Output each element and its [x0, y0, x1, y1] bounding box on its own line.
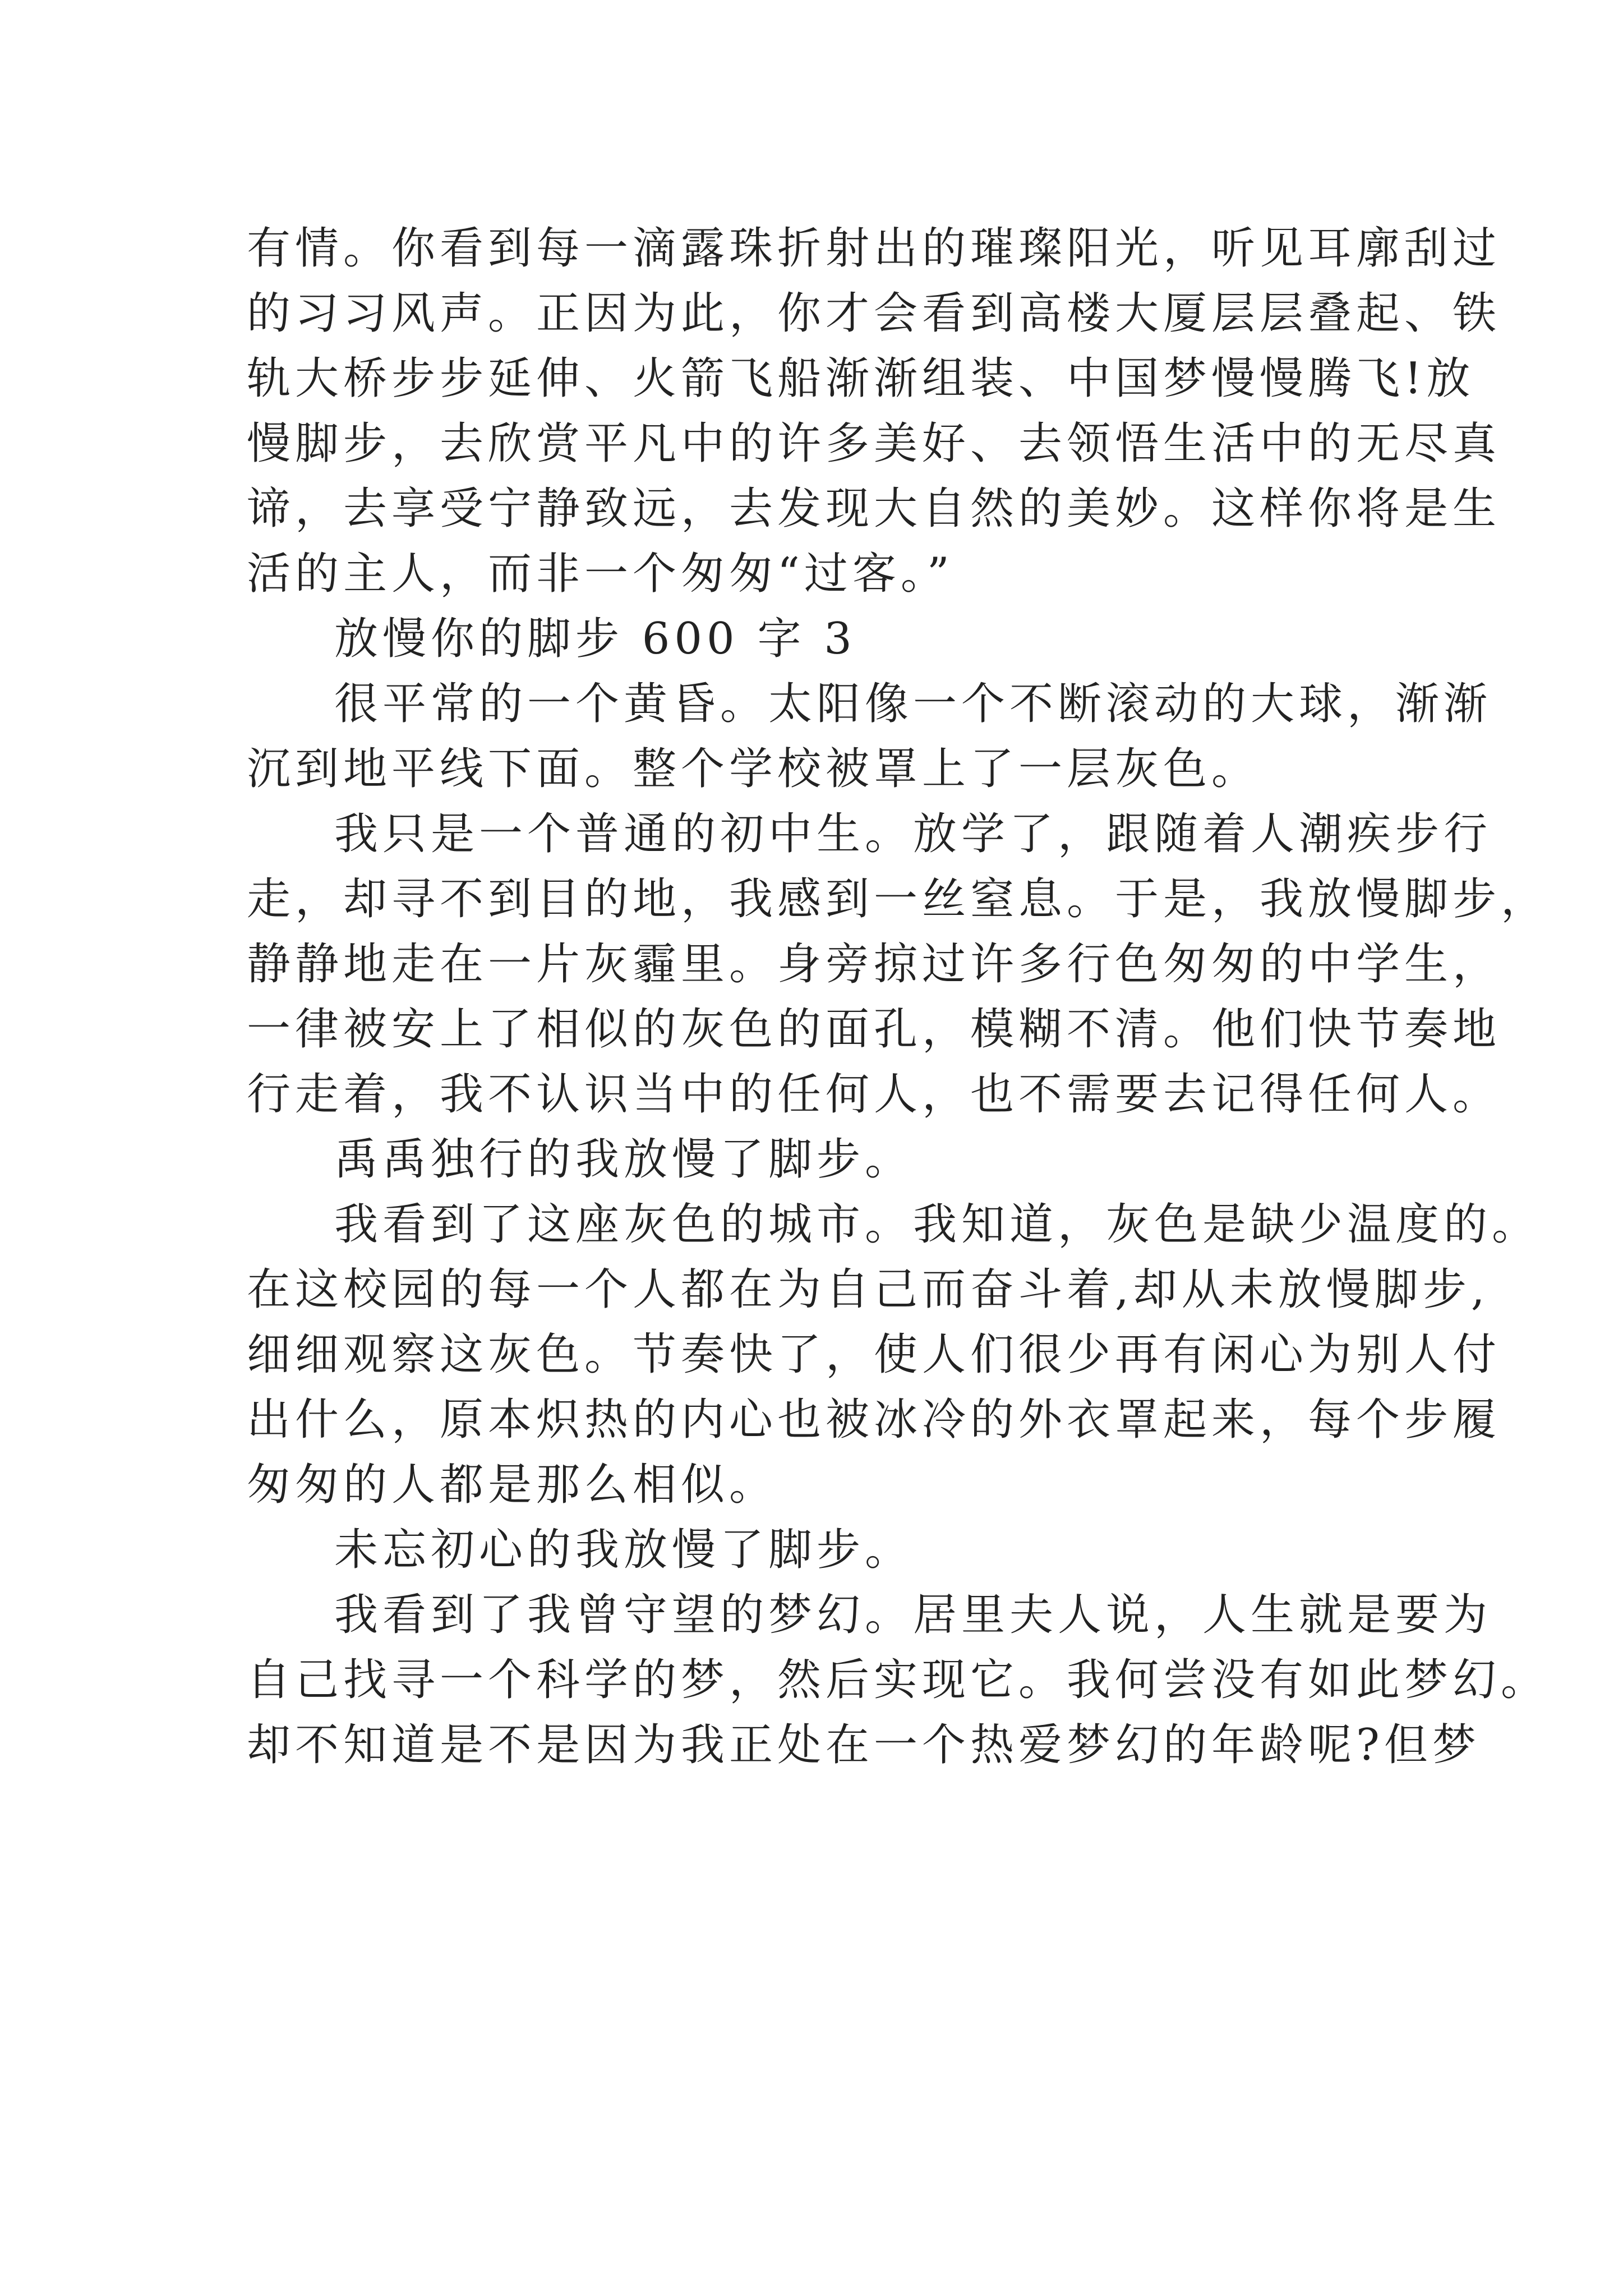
- document-body: [247, 216, 1550, 1778]
- text-line: 静静地走在一片灰霾里。身旁掠过许多行色匆匆的中学生，: [247, 939, 1501, 990]
- text-line: 细细观察这灰色。节奏快了，使人们很少再有闲心为别人付: [247, 1329, 1501, 1380]
- text-line: 慢脚步，去欣赏平凡中的许多美好、去领悟生活中的无尽真: [247, 418, 1501, 469]
- text-line: 很平常的一个黄昏。太阳像一个不断滚动的大球，渐渐: [334, 679, 1492, 729]
- text-line: 在这校园的每一个人都在为自己而奋斗着,却从未放慢脚步,: [247, 1264, 1490, 1315]
- text-line: 却不知道是不是因为我正处在一个热爱梦幻的年龄呢?但梦: [247, 1720, 1481, 1770]
- text-line: 出什么，原本炽热的内心也被冰冷的外衣罩起来，每个步履: [247, 1395, 1501, 1445]
- text-line: 禹禹独行的我放慢了脚步。: [334, 1134, 914, 1185]
- text-line: 走，却寻不到目的地，我感到一丝窒息。于是，我放慢脚步，: [247, 874, 1550, 924]
- text-line: 活的主人，而非一个匆匆“过客。”: [247, 549, 954, 599]
- text-line: 一律被安上了相似的灰色的面孔，模糊不清。他们快节奏地: [247, 1004, 1501, 1055]
- text-line: 轨大桥步步延伸、火箭飞船渐渐组装、中国梦慢慢腾飞!放: [247, 353, 1475, 404]
- text-line: 未忘初心的我放慢了脚步。: [334, 1525, 914, 1575]
- text-line: 我看到了这座灰色的城市。我知道，灰色是缺少温度的。: [334, 1199, 1541, 1250]
- text-line: 我只是一个普通的初中生。放学了，跟随着人潮疾步行: [334, 809, 1492, 859]
- text-line: 有情。你看到每一滴露珠折射出的璀璨阳光，听见耳廓刮过: [247, 223, 1501, 274]
- text-line: 自己找寻一个科学的梦，然后实现它。我何尝没有如此梦幻。: [247, 1655, 1550, 1705]
- text-line: 匆匆的人都是那么相似。: [247, 1460, 778, 1510]
- text-line: 沉到地平线下面。整个学校被罩上了一层灰色。: [247, 744, 1260, 794]
- text-line: 的习习风声。正因为此，你才会看到高楼大厦层层叠起、铁: [247, 288, 1501, 339]
- text-line: 谛，去享受宁静致远，去发现大自然的美妙。这样你将是生: [247, 484, 1501, 534]
- section-heading: 放慢你的脚步 600 字 3: [334, 614, 856, 664]
- text-line: 行走着，我不认识当中的任何人，也不需要去记得任何人。: [247, 1069, 1501, 1120]
- text-line: 我看到了我曾守望的梦幻。居里夫人说，人生就是要为: [334, 1590, 1492, 1640]
